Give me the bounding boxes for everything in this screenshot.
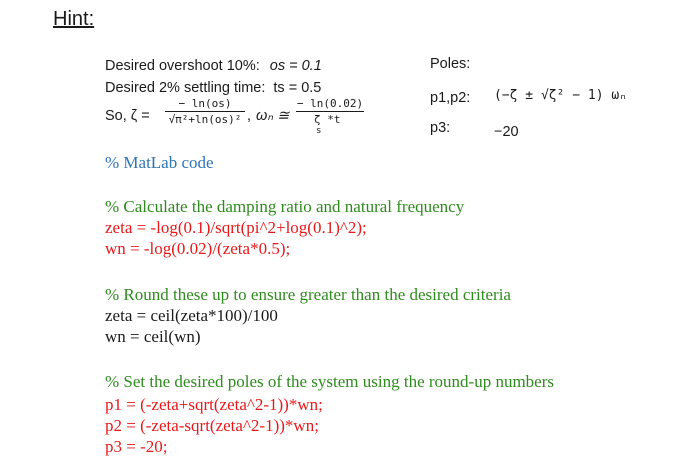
code-comment-round: % Round these up to ensure greater than the desired criteria	[105, 285, 511, 304]
overshoot-eq: os = 0.1	[269, 58, 322, 74]
hint-heading: Hint:	[53, 8, 95, 30]
code-comment-poles: % Set the desired poles of the system using the round-up numbers	[105, 372, 555, 391]
poles-title: Poles:	[430, 56, 471, 72]
wn-denominator: ζ *t	[314, 113, 341, 126]
wn-fraction	[296, 97, 364, 136]
p3-label: p3:	[430, 120, 451, 136]
wn-numerator: − ln(0.02)	[296, 97, 364, 110]
code-text: p3 = -20;	[105, 437, 168, 456]
code-text: zeta = -log(0.1)/sqrt(pi^2+log(0.1)^2);	[105, 218, 367, 237]
code-line-p2	[105, 416, 319, 436]
code-line-zeta	[105, 218, 367, 238]
code-line-wn	[105, 239, 290, 259]
overshoot-label: Desired overshoot 10%:	[105, 58, 260, 74]
p12-label: p1,p2:	[430, 90, 471, 106]
code-text: p2 = (-zeta-sqrt(zeta^2-1))*wn;	[105, 416, 319, 435]
code-text: wn = -log(0.02)/(zeta*0.5);	[105, 239, 291, 258]
zeta-numerator: − ln(os)	[178, 97, 232, 110]
overshoot-line	[105, 58, 322, 74]
zeta-denominator: √π²+ln(os)²	[168, 113, 242, 126]
zeta-prefix: So, ζ =	[105, 108, 150, 124]
code-line-p1	[105, 395, 323, 415]
zeta-comma: ,	[247, 108, 252, 124]
settling-line	[105, 80, 321, 96]
fraction-bar	[165, 111, 245, 112]
wn-subscript: s	[316, 126, 322, 136]
code-comment-damping: % Calculate the damping ratio and natural frequency	[105, 197, 465, 216]
wn-symbol: ωₙ ≅	[256, 108, 290, 124]
code-text: p1 = (-zeta+sqrt(zeta^2-1))*wn;	[105, 395, 323, 414]
fraction-bar	[296, 111, 364, 112]
p3-value: −20	[494, 124, 519, 140]
zeta-fraction	[165, 97, 245, 126]
settling-label: Desired 2% settling time:	[105, 80, 266, 96]
p12-expression: (−ζ ± √ζ² − 1) ωₙ	[494, 88, 628, 103]
code-line-p3	[105, 437, 167, 457]
code-line-wn-ceil: wn = ceil(wn)	[105, 327, 201, 346]
code-line-zeta-ceil: zeta = ceil(zeta*100)/100	[105, 306, 278, 325]
settling-eq: ts = 0.5	[273, 80, 322, 96]
matlab-code-comment: % MatLab code	[105, 153, 214, 172]
